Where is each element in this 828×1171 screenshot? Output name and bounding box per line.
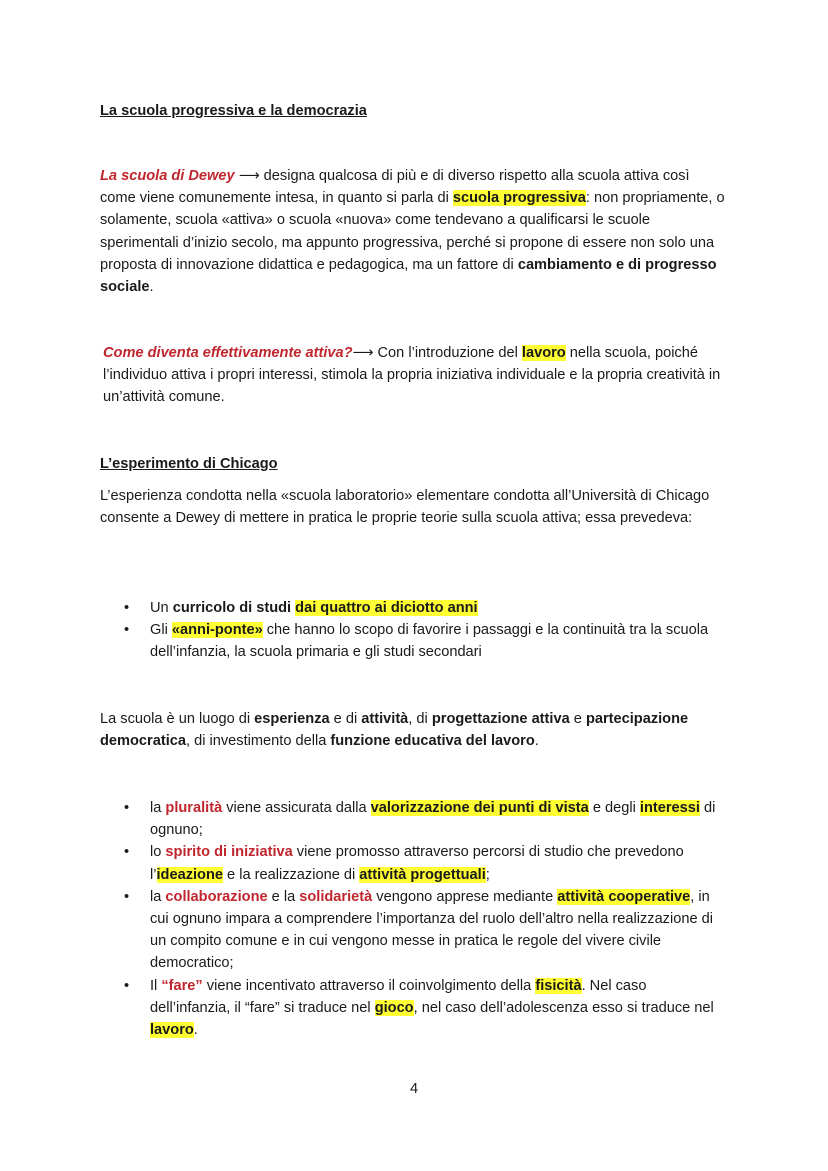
lead-question: Come diventa effettivamente attiva? [103,345,353,361]
highlight: attività progettuali [359,866,486,883]
bold-term: cambiamento e di progresso sociale [100,256,717,296]
highlight: ideazione [156,866,223,883]
highlight: gioco [374,999,414,1016]
list-item: • Gli «anni-ponte» che hanno lo scopo di favorire i passaggi e la continuità tra la scuola dell’infanzia, la scuola primaria e gli studi secondari [100,619,728,663]
bullet-icon: • [124,622,130,639]
highlight: valorizzazione dei punti di vista [370,800,589,816]
highlight: lavoro [521,345,566,361]
highlight: dai quattro ai diciotto anni [295,600,478,616]
bullet-icon: • [124,888,130,905]
arrow-icon: ⟶ [352,345,374,361]
list-item: • Un curricolo di studi dai quattro ai diciotto anni [100,597,728,619]
page-number: 4 [409,1081,419,1097]
highlight: attività cooperative [557,888,691,905]
bullet-icon: • [124,844,130,861]
arrow-icon: ⟶ [238,168,260,184]
list-item: • la collaborazione e la solidarietà vengono apprese mediante attività cooperative, in cui ognuno impara a comprendere l’importanza del ruolo dell’altro nella realizzazione di un compito comune e in cui vengono messe in pratica le regole del vivere civile democratico; [100,886,728,975]
highlight: «anni-ponte» [171,622,263,639]
bullet-list-values [100,797,728,1041]
paragraph-school-place: La scuola è un luogo di esperienza e di attività, di progettazione attiva e partecipazione democratica, di investimento della funzione educativa del lavoro. [100,711,689,750]
paragraph-dewey-school: La scuola di Dewey ⟶ designa qualcosa di più e di diverso rispetto alla scuola attiva così come viene comunemente intesa, in quanto si parla di scuola progressiva: non propriamente, o solamente, scuola «attiva» o scuola «nuova» come tendevano a qualificarsi le scuole sperimentali d’inizio secolo, ma appunto progressiva, perché si propone di essere non solo una proposta di innovazione didattica e pedagogica, ma un fattore di cambiamento e di progresso sociale. [100,168,725,296]
section-heading-progressive-school: La scuola progressiva e la democrazia [100,103,367,119]
paragraph-active-school: Come diventa effettivamente attiva?⟶ Con l’introduzione del lavoro nella scuola, poiché l’individuo attiva i propri interessi, stimola la propria iniziativa individuale e la propria creatività in un’attività comune. [103,345,721,406]
list-item: • la pluralità viene assicurata dalla valorizzazione dei punti di vista e degli interessi di ognuno; [100,797,728,841]
paragraph-chicago-experiment: L’esperienza condotta nella «scuola laboratorio» elementare condotta all’Università di Chicago consente a Dewey di mettere in pratica le proprie teorie sulla scuola attiva; essa prevedeva: [100,488,710,527]
list-item: • Il “fare” viene incentivato attraverso il coinvolgimento della fisicità. Nel caso dell’infanzia, il “fare” si traduce nel gioco, nel caso dell’adolescenza esso si traduce nel lavoro. [100,975,728,1042]
lead-term: La scuola di Dewey [100,168,235,184]
highlight: scuola progressiva [452,190,586,207]
bullet-icon: • [124,800,130,816]
highlight: fisicità [535,977,582,994]
highlight: lavoro [150,1022,194,1039]
list-item: • lo spirito di iniziativa viene promosso attraverso percorsi di studio che prevedono l’ideazione e la realizzazione di attività progettuali; [100,841,728,885]
bullet-icon: • [124,977,130,994]
section-heading-chicago: L’esperimento di Chicago [100,456,278,472]
bullet-list-curriculum [100,597,728,664]
highlight: interessi [639,800,700,816]
bullet-icon: • [124,600,130,616]
